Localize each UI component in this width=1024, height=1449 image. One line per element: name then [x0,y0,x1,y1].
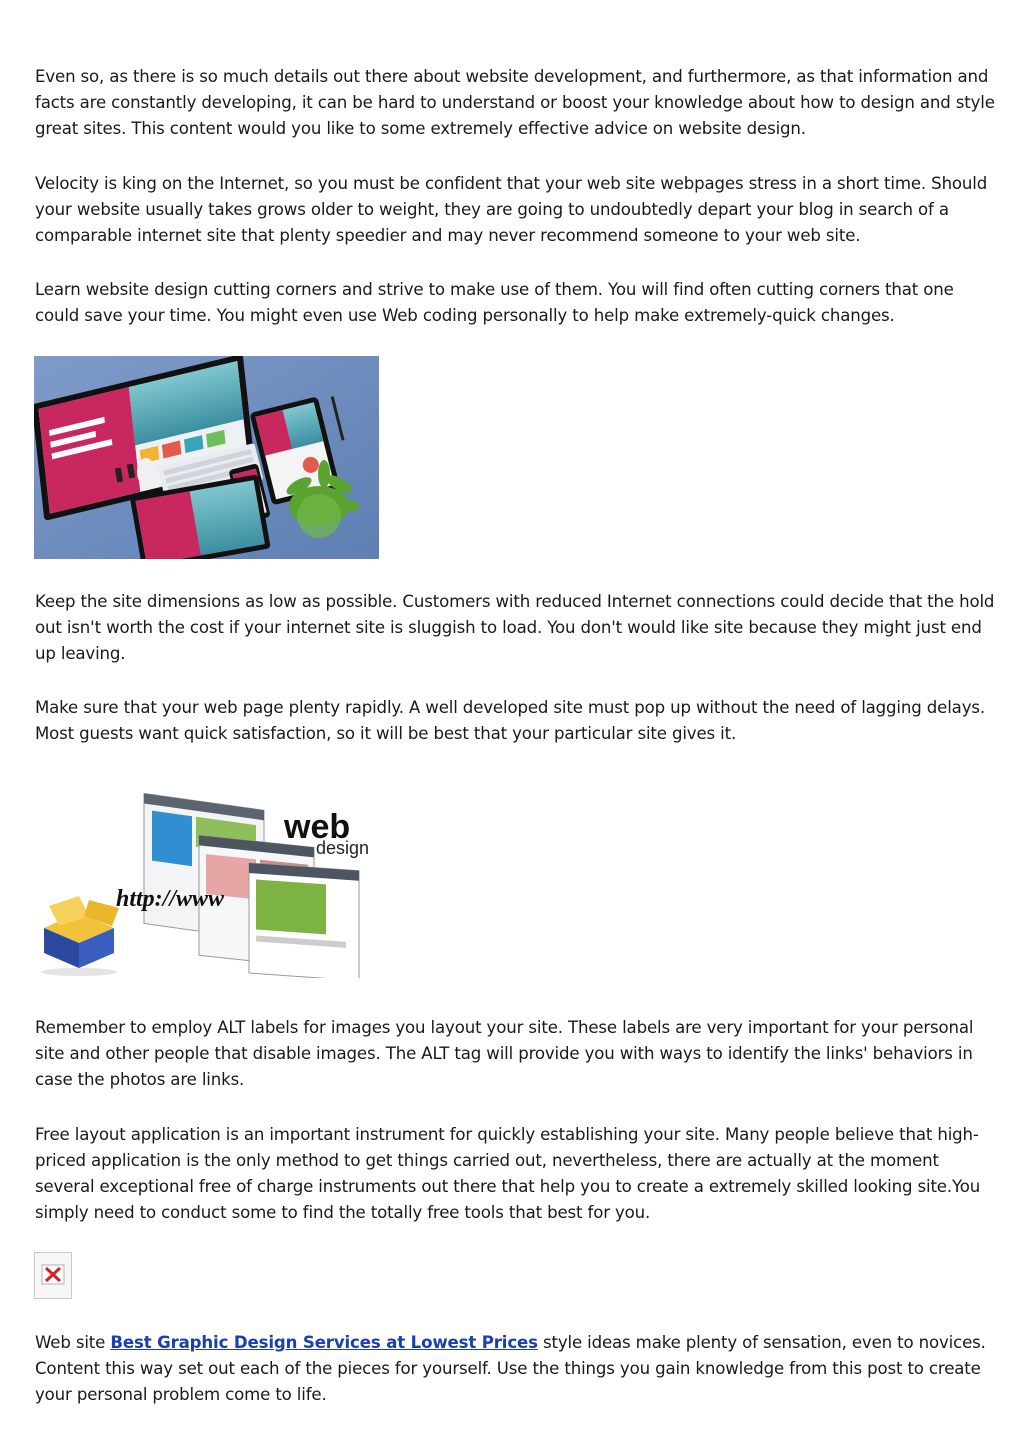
web-design-illustration [34,788,379,978]
web-word: web [284,808,351,846]
paragraph-shortcuts: Learn website design cutting corners and strive to make use of them. You will find often cutting corners that one could save your time. You might even use Web coding personally to help make extremely-quick changes. [35,280,954,325]
paragraph-alt-labels: Remember to employ ALT labels for images you layout your site. These labels are very important for your personal site and other people that disable images. The ALT tag will provide you with ways to identify the links' behaviors in case the photos are links. [35,1018,974,1089]
closing-text-end: style ideas make plenty of sensation, even to novices. Content this way set out each of the pieces for yourself. Use the things you gain knowledge from this post to create your personal problem come to life. [35,1333,986,1404]
closing-text-start: Web site [35,1333,111,1352]
paragraph-intro: Even so, as there is so much details out there about website development, and furthermore, as that information and facts are constantly developing, it can be hard to understand or boost your knowledge about how to design and style great sites. This content would you like to some extremely effective advice on website design. [35,67,995,138]
paragraph-closing [35,1330,995,1408]
paragraph-speed: Velocity is king on the Internet, so you must be confident that your web site webpages stress in a short time. Should your website usually takes grows older to weight, they are going to undoubtedly depart your blog in search of a comparable internet site that plenty speedier and may never recommend someone to your web site. [35,174,988,245]
paragraph-loading: Make sure that your web page plenty rapidly. A well developed site must pop up without the need of lagging delays. Most guests want quick satisfaction, so it will be best that your particular site gives it. [35,698,985,743]
broken-image-icon [34,1252,72,1299]
paragraph-free-layout: Free layout application is an important instrument for quickly establishing your site. Many people believe that high-priced application is the only method to get things carried out, nevertheless, there are actually at the moment several exceptional free of charge instruments out there that help you to create a extremely skilled looking site.You simply need to conduct some to find the totally free tools that best for you. [35,1125,981,1222]
devices-photo [34,356,379,559]
design-word: design [316,838,370,858]
graphic-design-link[interactable]: Best Graphic Design Services at Lowest Prices [110,1333,538,1352]
paragraph-dimensions: Keep the site dimensions as low as possible. Customers with reduced Internet connections could decide that the hold out isn't worth the cost if your internet site is sluggish to load. You don't would like site because they might just end up leaving. [35,592,995,663]
http-word: http://www [116,886,225,912]
